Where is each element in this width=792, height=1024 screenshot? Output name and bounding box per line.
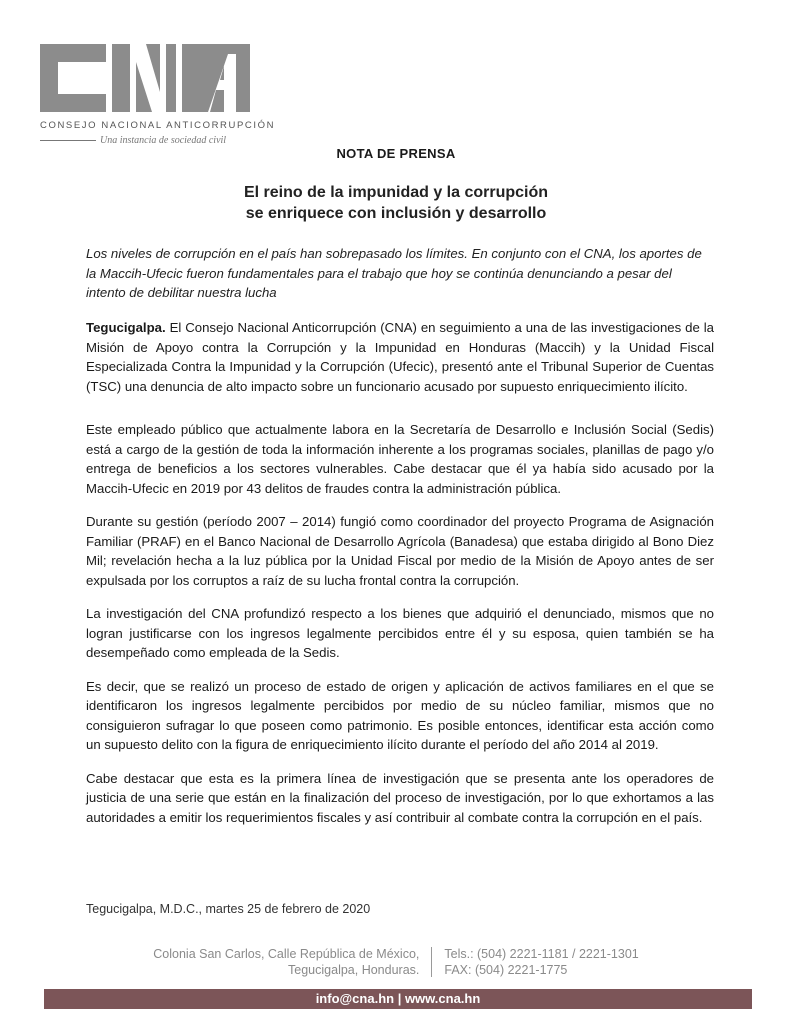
contact-links: info@cna.hn | www.cna.hn [315, 991, 481, 1006]
lead-paragraph: Los niveles de corrupción en el país han sobrepasado los límites. En conjunto con el CNA, los aportes de la Maccih-Ufecic fueron fundamentales para el trabajo que hoy se continúa denunciando a pesar del intento de debilitar nuestra lucha [86, 246, 702, 300]
tagline: Una instancia de sociedad civil [100, 135, 227, 146]
footer-contact-bar [44, 989, 752, 1009]
paragraph-1-text: El Consejo Nacional Anticorrupción (CNA) en seguimiento a una de las investigaciones de la Misión de Apoyo contra la Corrupción y la Impunidad en Honduras (Maccih) y la Unidad Fiscal Especializada Contra la Impunidad y la Corrupción (Ufecic), presentó ante el Tribunal Superior de Cuentas (TSC) una denuncia de alto impacto sobre un funcionario acusado por supuesto enriquecimiento ilícito. [86, 320, 714, 394]
paragraph-2: Este empleado público que actualmente labora en la Secretaría de Desarrollo e Inclusión Social (Sedis) está a cargo de la gestión de toda la información inherente a los programas sociales, planillas de pago y/o entrega de beneficios a los sectores vulnerables. Cabe destacar que él ya había sido acusado por la Maccih-Ufecic en 2019 por 43 delitos de fraudes contra la administración pública. [86, 422, 714, 496]
paragraph-4: La investigación del CNA profundizó respecto a los bienes que adquirió el denunciado, mismos que no logran justificarse con los ingresos legalmente percibidos entre él y su esposa, quien también se ha desempeñado como empleada de la Sedis. [86, 606, 714, 660]
article-body [86, 318, 714, 841]
footer-address-block [0, 946, 792, 978]
paragraph-6: Cabe destacar que esta es la primera línea de investigación que se presenta ante los operadores de justicia de una serie que están en la finalización del proceso de investigación, por lo que exhortamos a las autoridades a emitir los requerimientos fiscales y así contribuir al combate contra la corrupción en el país. [86, 770, 714, 825]
city-label: Tegucigalpa. [86, 320, 166, 335]
document-title [0, 182, 792, 224]
paragraph-3: Durante su gestión (período 2007 – 2014) fungió como coordinador del proyecto Programa de Asignación Familiar (PRAF) en el Banco Nacional de Desarrollo Agrícola (Banadesa) que estaba dirigido al Bono Diez Mil; revelación hecha a la luz pública por la Unidad Fiscal por medio de la Misión de Apoyo antes de ser expulsada por los corruptos a raíz de su lucha frontal contra la corrupción. [86, 514, 714, 588]
address-line-2: Tegucigalpa, Honduras. [288, 963, 420, 977]
cna-logo-mark [40, 40, 252, 116]
address-line-1: Colonia San Carlos, Calle República de México, [153, 947, 420, 961]
address [153, 946, 431, 978]
document-label: NOTA DE PRENSA [336, 146, 456, 161]
cna-logo [40, 40, 276, 146]
title-line-1: El reino de la impunidad y la corrupción [243, 184, 549, 201]
org-name: CONSEJO NACIONAL ANTICORRUPCIÓN [40, 120, 276, 131]
paragraph-5: Es decir, que se realizó un proceso de estado de origen y aplicación de activos familiares en el que se identificaron los ingresos legalmente percibidos por medio de su núcleo familiar, mismos que no consiguieron sufragar lo que poseen como patrimonio. Es posible entonces, identificar esta acción como un supuesto delito con la figura de enriquecimiento ilícito durante el período del año 2014 al 2019. [86, 678, 714, 752]
paragraph-1 [86, 318, 714, 396]
tagline-row [40, 135, 256, 146]
phone-block [432, 946, 638, 978]
fax-number: FAX: (504) 2221-1775 [444, 963, 568, 977]
tagline-divider [40, 140, 96, 141]
dateline: Tegucigalpa, M.D.C., martes 25 de febrero de 2020 [86, 902, 371, 916]
phone-numbers: Tels.: (504) 2221-1181 / 2221-1301 [444, 947, 639, 961]
title-line-2: se enriquece con inclusión y desarrollo [245, 205, 547, 222]
